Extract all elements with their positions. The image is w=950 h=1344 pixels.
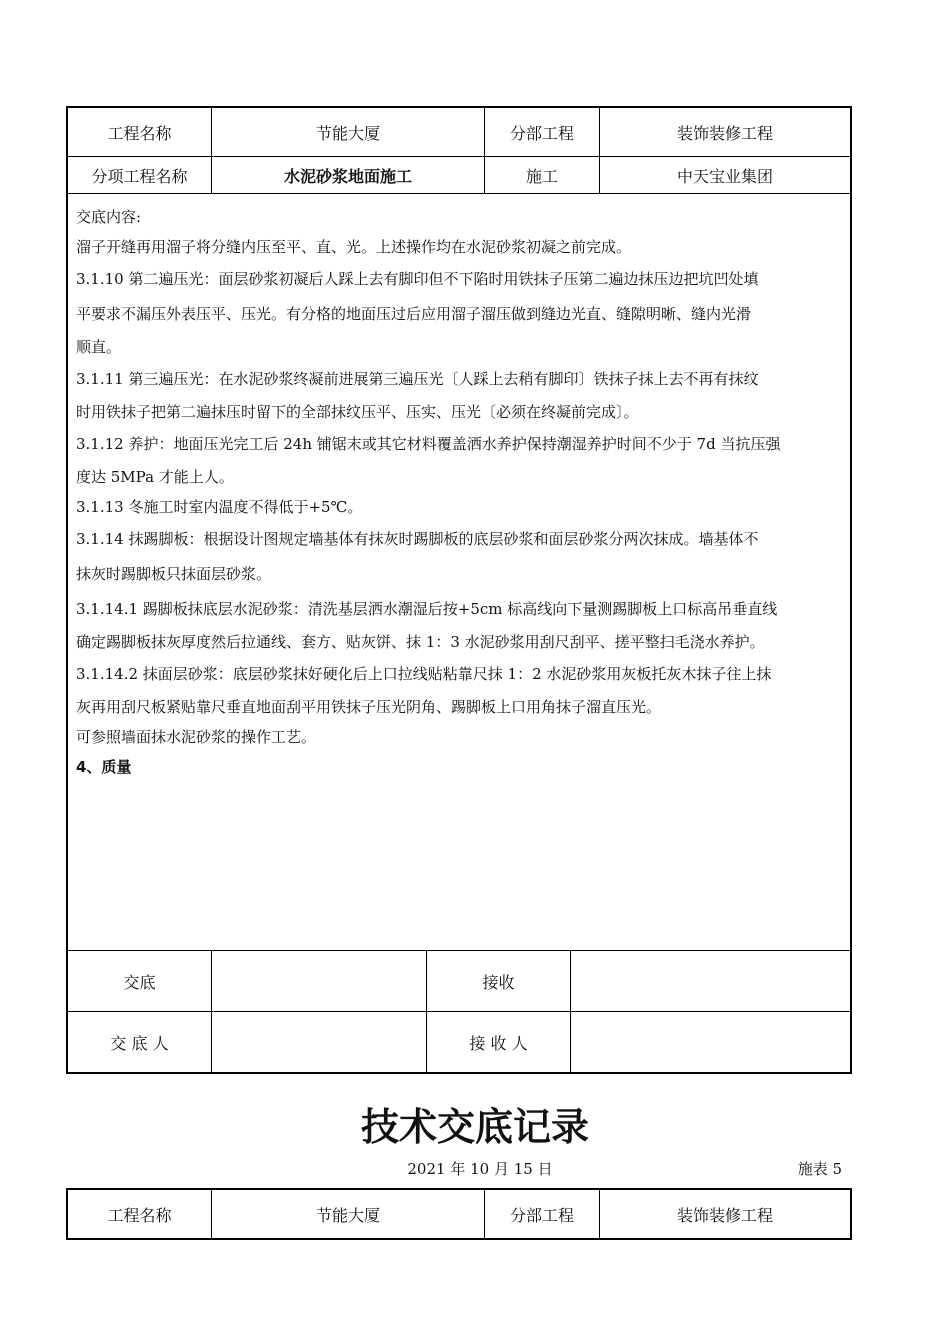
project-row — [68, 108, 850, 157]
content-line: 3.1.12 养护：地面压光完工后 24h 铺锯末或其它材料覆盖洒水养护保持潮湿养护时间不少于 7d 当抗压强 — [76, 435, 781, 453]
division-label: 分部工程 — [485, 108, 600, 156]
project-row — [68, 1190, 850, 1240]
content-line: 3.1.11 第三遍压光：在水泥砂浆终凝前进展第三遍压光〔人踩上去稍有脚印〕铁抹子抹上去不再有抹纹 — [76, 370, 759, 388]
quality-heading: 4、质量 — [76, 758, 132, 776]
sign-row-persons — [68, 1012, 850, 1072]
receiver-person-label: 接 收 人 — [427, 1012, 571, 1072]
content-line: 溜子开缝再用溜子将分缝内压至平、直、光。上述操作均在水泥砂浆初凝之前完成。 — [76, 238, 632, 256]
receive-value — [571, 951, 850, 1011]
content-line: 度达 5MPa 才能上人。 — [76, 468, 234, 486]
project-name-value: 节能大厦 — [212, 1190, 485, 1238]
content-line: 确定踢脚板抹灰厚度然后拉通线、套方、贴灰饼、抹 1：3 水泥砂浆用刮尺刮平、搓平整扫毛浇水养护。 — [76, 633, 765, 651]
form-number: 施表 5 — [797, 1160, 842, 1178]
receive-label: 接收 — [427, 951, 571, 1011]
document-date: 2021 年 10 月 15 日 — [407, 1160, 553, 1178]
content-line: 抹灰时踢脚板只抹面层砂浆。 — [76, 565, 272, 583]
project-name-label: 工程名称 — [68, 108, 212, 156]
content-line: 时用铁抹子把第二遍抹压时留下的全部抹纹压平、压实、压光〔必须在终凝前完成〕。 — [76, 403, 639, 421]
handover-label: 交底 — [68, 951, 212, 1011]
content-line: 3.1.14.1 踢脚板抹底层水泥砂浆：清洗基层洒水潮湿后按+5cm 标高线向下量测踢脚板上口标高吊垂直线 — [76, 600, 778, 618]
receiver-person-value — [571, 1012, 850, 1072]
division-label: 分部工程 — [485, 1190, 600, 1238]
handover-content — [76, 203, 842, 782]
content-line: 灰再用刮尺板紧贴靠尺垂直地面刮平用铁抹子压光阴角、踢脚板上口用角抹子溜直压光。 — [76, 698, 662, 716]
contractor-value: 中天宝业集团 — [676, 166, 773, 186]
content-line: 3.1.14 抹踢脚板：根据设计图规定墙基体有抹灰时踢脚板的底层砂浆和面层砂浆分两次抹成。墙基体不 — [76, 530, 759, 548]
handover-person-label: 交 底 人 — [68, 1012, 212, 1072]
handover-table — [66, 106, 852, 1074]
document-title: 技术交底记录 — [360, 1105, 589, 1149]
project-name-label: 工程名称 — [68, 1190, 212, 1238]
subproject-row — [68, 157, 850, 194]
content-line: 顺直。 — [76, 338, 122, 356]
subproject-label: 分项工程名称 — [68, 157, 212, 193]
sign-row-handover — [68, 950, 850, 1012]
content-line: 可参照墙面抹水泥砂浆的操作工艺。 — [76, 728, 317, 746]
contractor-label: 施工 — [485, 157, 600, 193]
division-value: 装饰装修工程 — [676, 1205, 773, 1225]
next-handover-table — [66, 1188, 852, 1240]
content-line: 3.1.14.2 抹面层砂浆：底层砂浆抹好硬化后上口拉线贴粘靠尺抹 1：2 水泥砂浆用灰板托灰木抹子往上抹 — [76, 665, 772, 683]
division-value: 装饰装修工程 — [676, 123, 773, 143]
handover-person-value — [212, 1012, 427, 1072]
content-line: 平要求不漏压外表压平、压光。有分格的地面压过后应用溜子溜压做到缝边光直、缝隙明晰、缝内光滑 — [76, 305, 752, 323]
handover-value — [212, 951, 427, 1011]
subproject-value: 水泥砂浆地面施工 — [212, 157, 485, 193]
content-line: 3.1.10 第二遍压光：面层砂浆初凝后人踩上去有脚印但不下陷时用铁抹子压第二遍边抹压边把坑凹处填 — [76, 270, 759, 288]
content-heading: 交底内容: — [76, 208, 142, 226]
project-name-value: 节能大厦 — [212, 108, 485, 156]
content-line: 3.1.13 冬施工时室内温度不得低于+5℃。 — [76, 498, 363, 516]
